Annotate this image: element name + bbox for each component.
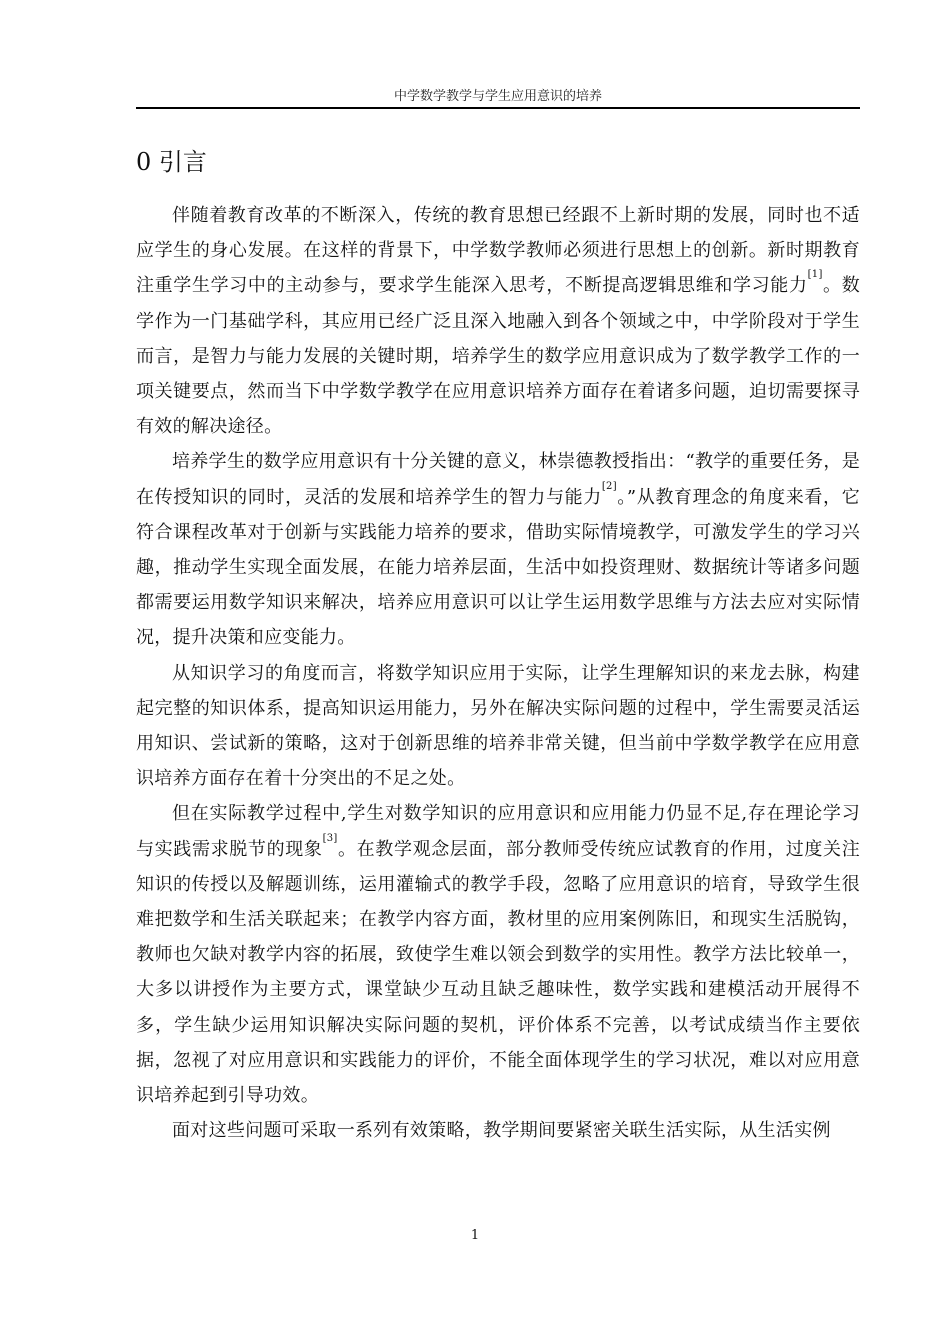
- citation-ref: [3]: [322, 832, 338, 844]
- paragraph-text: 。数学作为一门基础学科，其应用已经广泛且深入地融入到各个领域之中，中学阶段对于学生而言，是智力与能力发展的关键时期，培养学生的数学应用意识成为了数学教学工作的一项关键要点，然而当下中学数学教学在应用意识培养方面存在着诸多问题，迫切需要探寻有效的解决途径。: [136, 275, 860, 438]
- paragraph-1: [136, 198, 860, 444]
- paragraph-3: [136, 656, 860, 797]
- paragraph-text: 。”从教育理念的角度来看，它符合课程改革对于创新与实践能力培养的要求，借助实际情境教学，可激发学生的学习兴趣，推动学生实现全面发展，在能力培养层面，生活中如投资理财、数据统计等诸多问题都需要运用数学知识来解决，培养应用意识可以让学生运用数学思维与方法去应对实际情况，提升决策和应变能力。: [136, 486, 860, 649]
- paragraph-text: 面对这些问题可采取一系列有效策略，教学期间要紧密关联生活实际，从生活实例: [172, 1120, 831, 1142]
- citation-ref: [1]: [807, 269, 823, 281]
- body-text: [136, 198, 860, 1148]
- paragraph-text: 培养学生的数学应用意识有十分关键的意义，林崇德教授指出：“教学的重要任务，是在传授知识的同时，灵活的发展和培养学生的智力与能力: [136, 451, 860, 508]
- section-title: 0 引言: [136, 148, 207, 176]
- paragraph-text: 从知识学习的角度而言，将数学知识应用于实际，让学生理解知识的来龙去脉，构建起完整的知识体系，提高知识运用能力，另外在解决实际问题的过程中，学生需要灵活运用知识、尝试新的策略，这对于创新思维的培养非常关键，但当前中学数学教学在应用意识培养方面存在着十分突出的不足之处。: [136, 662, 860, 790]
- running-header: 中学数学教学与学生应用意识的培养: [393, 89, 602, 104]
- paragraph-2: [136, 444, 860, 655]
- page-number: 1: [470, 1228, 480, 1243]
- paragraph-text: 。在教学观念层面，部分教师受传统应试教育的作用，过度关注知识的传授以及解题训练，运用灌输式的教学手段，忽略了应用意识的培育，导致学生很难把数学和生活关联起来；在教学内容方面，教材里的应用案例陈旧，和现实生活脱钩，教师也欠缺对教学内容的拓展，致使学生难以领会到数学的实用性。教学方法比较单一，大多以讲授作为主要方式，课堂缺少互动且缺乏趣味性，数学实践和建模活动开展得不多，学生缺少运用知识解决实际问题的契机，评价体系不完善，以考试成绩当作主要依据，忽视了对应用意识和实践能力的评价，不能全面体现学生的学习状况，难以对应用意识培养起到引导功效。: [136, 838, 860, 1107]
- header-rule: [136, 107, 860, 109]
- paragraph-4: [136, 796, 860, 1113]
- paragraph-5: [136, 1113, 860, 1148]
- citation-ref: [2]: [601, 480, 617, 492]
- paragraph-text: 但在实际教学过程中,学生对数学知识的应用意识和应用能力仍显不足,存在理论学习与实践需求脱节的现象: [136, 803, 860, 860]
- paragraph-text: 伴随着教育改革的不断深入，传统的教育思想已经跟不上新时期的发展，同时也不适应学生的身心发展。在这样的背景下，中学数学教师必须进行思想上的创新。新时期教育注重学生学习中的主动参与，要求学生能深入思考，不断提高逻辑思维和学习能力: [136, 205, 860, 297]
